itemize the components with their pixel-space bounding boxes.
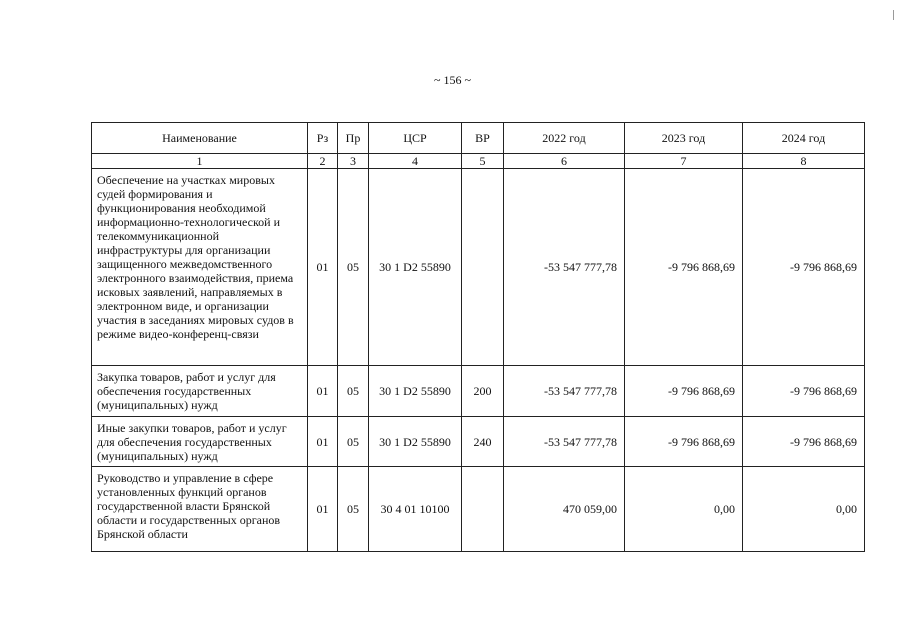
row-name: Руководство и управление в сфере установленных функций органов государственной власти Брянской области и государственных органов Брянской области [92, 467, 308, 552]
column-number: 4 [369, 154, 462, 169]
header-row [92, 123, 865, 154]
table-row [92, 417, 865, 467]
column-number: 1 [92, 154, 308, 169]
row-pr: 05 [338, 366, 369, 417]
row-name: Закупка товаров, работ и услуг для обеспечения государственных (муниципальных) нужд [92, 366, 308, 417]
row-rz: 01 [308, 417, 338, 467]
scan-edge-mark [893, 10, 894, 20]
row-vr [462, 467, 504, 552]
column-number: 8 [743, 154, 865, 169]
row-2024: -9 796 868,69 [743, 169, 865, 366]
row-2022: -53 547 777,78 [504, 417, 625, 467]
row-csr: 30 1 D2 55890 [369, 366, 462, 417]
row-2023: -9 796 868,69 [625, 366, 743, 417]
row-rz: 01 [308, 169, 338, 366]
row-2024: -9 796 868,69 [743, 417, 865, 467]
table-row [92, 366, 865, 417]
header-2023: 2023 год [625, 123, 743, 154]
row-2023: 0,00 [625, 467, 743, 552]
page-number: ~ 156 ~ [434, 73, 471, 87]
column-number: 2 [308, 154, 338, 169]
row-2023: -9 796 868,69 [625, 417, 743, 467]
row-rz: 01 [308, 366, 338, 417]
row-2024: -9 796 868,69 [743, 366, 865, 417]
row-name: Иные закупки товаров, работ и услуг для обеспечения государственных (муниципальных) нужд [92, 417, 308, 467]
header-pr: Пр [338, 123, 369, 154]
row-csr: 30 4 01 10100 [369, 467, 462, 552]
table-row [92, 467, 865, 552]
column-number: 5 [462, 154, 504, 169]
row-pr: 05 [338, 169, 369, 366]
column-number: 7 [625, 154, 743, 169]
row-pr: 05 [338, 467, 369, 552]
column-number: 6 [504, 154, 625, 169]
row-csr: 30 1 D2 55890 [369, 417, 462, 467]
row-2022: -53 547 777,78 [504, 366, 625, 417]
row-2022: 470 059,00 [504, 467, 625, 552]
table-row [92, 169, 865, 366]
column-number: 3 [338, 154, 369, 169]
row-vr: 200 [462, 366, 504, 417]
row-rz: 01 [308, 467, 338, 552]
row-vr: 240 [462, 417, 504, 467]
header-2022: 2022 год [504, 123, 625, 154]
header-vr: ВР [462, 123, 504, 154]
column-number-row [92, 154, 865, 169]
row-name: Обеспечение на участках мировых судей формирования и функционирования необходимой информационно-технологической и телекоммуникационной инфраструктуры для организации защищенного межведомственного электронного взаимодействия, приема исковых заявлений, направляемых в электронном виде, и организации участия в заседаниях мировых судов в режиме видео-конференц-связи [92, 169, 308, 366]
budget-table [91, 122, 865, 552]
row-2022: -53 547 777,78 [504, 169, 625, 366]
row-2023: -9 796 868,69 [625, 169, 743, 366]
row-csr: 30 1 D2 55890 [369, 169, 462, 366]
header-2024: 2024 год [743, 123, 865, 154]
header-name: Наименование [92, 123, 308, 154]
header-rz: Рз [308, 123, 338, 154]
row-2024: 0,00 [743, 467, 865, 552]
header-csr: ЦСР [369, 123, 462, 154]
row-vr [462, 169, 504, 366]
row-pr: 05 [338, 417, 369, 467]
